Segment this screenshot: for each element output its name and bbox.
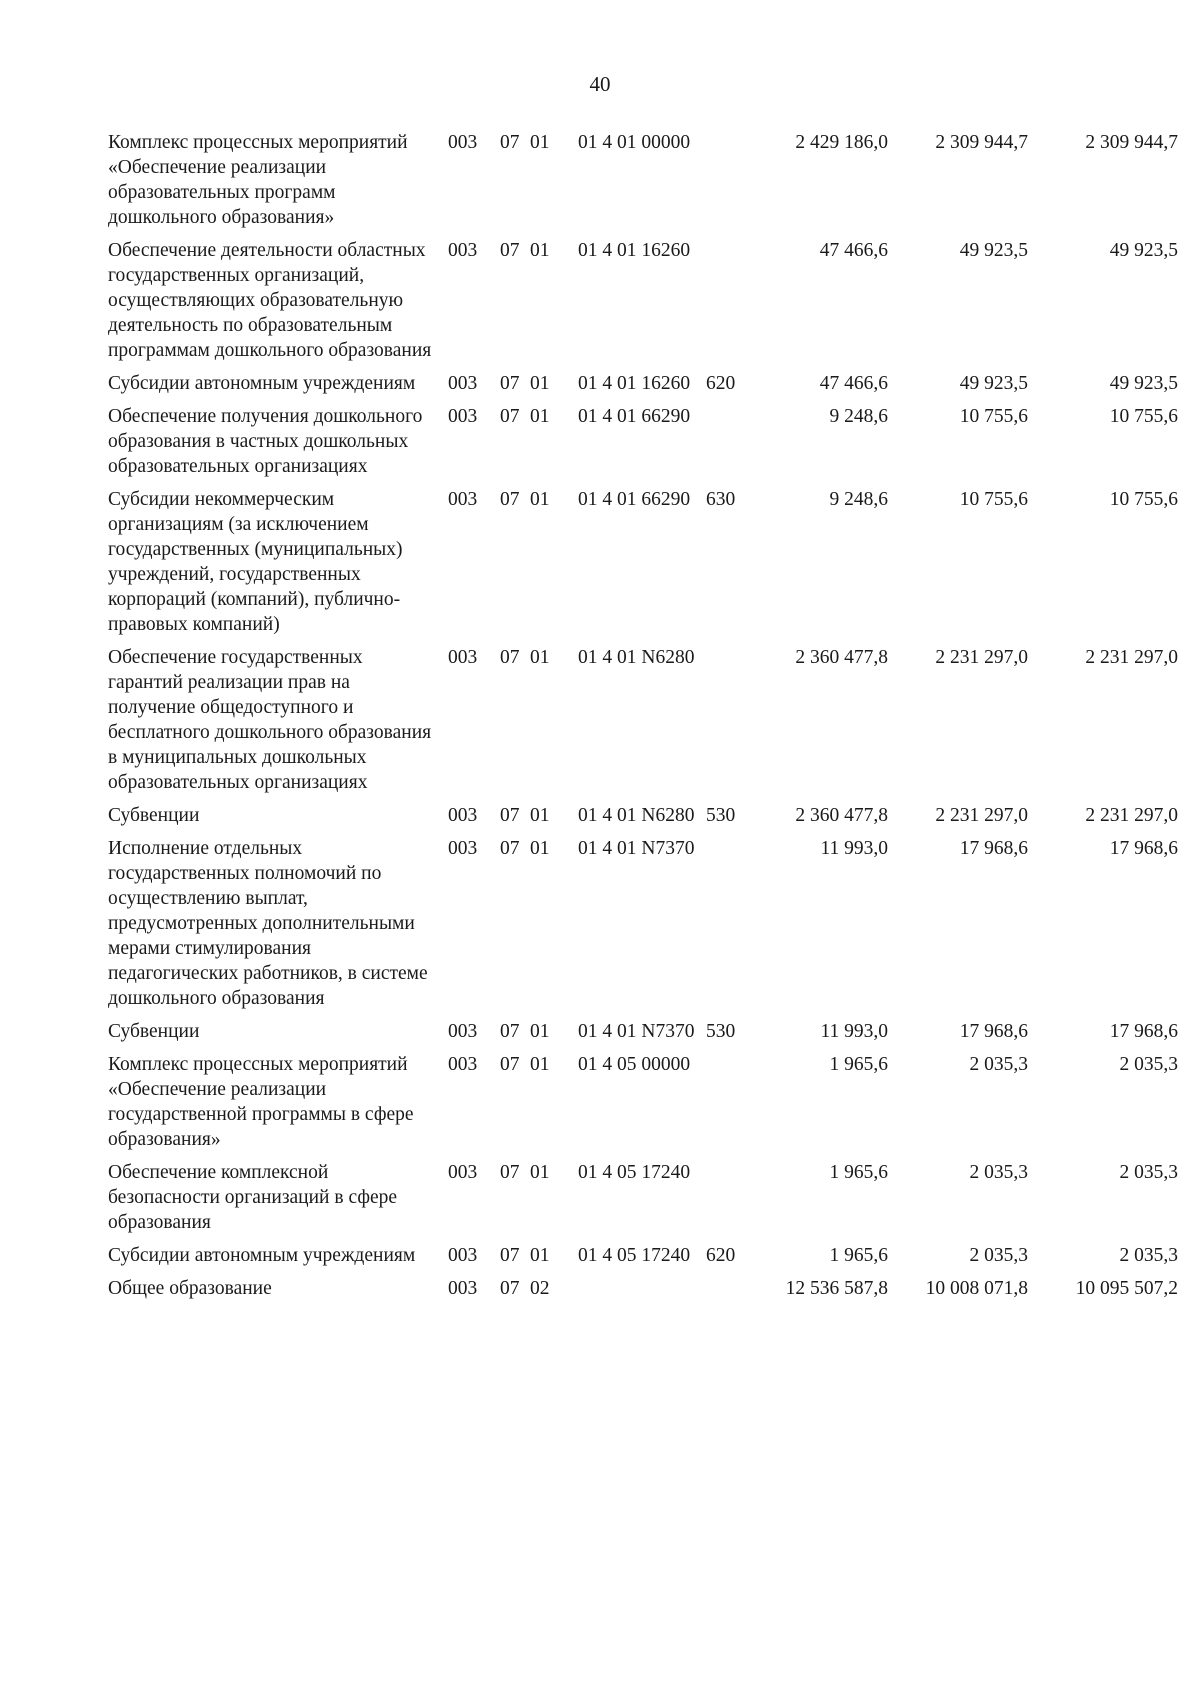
table-row — [108, 1241, 1178, 1274]
table-row — [108, 834, 1178, 1017]
subsection-code: 01 — [530, 838, 550, 859]
amount-year-1: 12 536 587,8 — [785, 1278, 888, 1299]
section-code: 07 — [500, 1278, 520, 1299]
amount-year-1: 9 248,6 — [829, 406, 888, 427]
department-code: 003 — [448, 1278, 478, 1299]
section-code: 07 — [500, 647, 520, 668]
row-name: Обеспечение государственных гарантий реализации прав на получение общедоступного и бесплатного дошкольного образования в муниципальных дошкольных образовательных организациях — [108, 647, 432, 793]
expense-type-code: 630 — [706, 489, 736, 510]
table-row — [108, 128, 1178, 236]
amount-year-3: 10 095 507,2 — [1075, 1278, 1178, 1299]
amount-year-2: 2 231 297,0 — [935, 647, 1028, 668]
amount-year-2: 2 035,3 — [969, 1245, 1028, 1266]
amount-year-1: 2 360 477,8 — [795, 647, 888, 668]
table-row — [108, 643, 1178, 801]
amount-year-3: 49 923,5 — [1109, 240, 1178, 261]
amount-year-3: 17 968,6 — [1109, 838, 1178, 859]
row-name: Обеспечение получения дошкольного образования в частных дошкольных образовательных организациях — [108, 406, 423, 477]
amount-year-3: 49 923,5 — [1109, 373, 1178, 394]
target-article-code: 01 4 01 N6280 — [578, 805, 695, 826]
expense-type-code: 620 — [706, 1245, 736, 1266]
section-code: 07 — [500, 406, 520, 427]
department-code: 003 — [448, 1162, 478, 1183]
table-row — [108, 236, 1178, 369]
target-article-code: 01 4 01 00000 — [578, 132, 691, 153]
department-code: 003 — [448, 489, 478, 510]
subsection-code: 01 — [530, 1021, 550, 1042]
section-code: 07 — [500, 1245, 520, 1266]
page-number: 40 — [589, 72, 611, 96]
section-code: 07 — [500, 1021, 520, 1042]
amount-year-3: 17 968,6 — [1109, 1021, 1178, 1042]
row-name: Исполнение отдельных государственных полномочий по осуществлению выплат, предусмотренных дополнительными мерами стимулирования педагогических работников, в системе дошкольного образования — [108, 838, 428, 1009]
amount-year-2: 2 035,3 — [969, 1054, 1028, 1075]
table-row — [108, 1017, 1178, 1050]
row-name: Субсидии некоммерческим организациям (за исключением государственных (муниципальных) учреждений, государственных корпораций (компаний), публично-правовых компаний) — [108, 489, 403, 635]
table-row — [108, 402, 1178, 485]
amount-year-3: 2 309 944,7 — [1085, 132, 1178, 153]
amount-year-2: 10 755,6 — [959, 489, 1028, 510]
target-article-code: 01 4 01 66290 — [578, 406, 691, 427]
subsection-code: 01 — [530, 406, 550, 427]
amount-year-3: 2 035,3 — [1119, 1245, 1178, 1266]
department-code: 003 — [448, 373, 478, 394]
target-article-code: 01 4 05 00000 — [578, 1054, 691, 1075]
department-code: 003 — [448, 1054, 478, 1075]
subsection-code: 02 — [530, 1278, 550, 1299]
amount-year-3: 10 755,6 — [1109, 406, 1178, 427]
budget-table — [108, 128, 1178, 1307]
department-code: 003 — [448, 132, 478, 153]
subsection-code: 01 — [530, 1245, 550, 1266]
department-code: 003 — [448, 240, 478, 261]
row-name: Субвенции — [108, 805, 200, 826]
amount-year-2: 10 008 071,8 — [925, 1278, 1028, 1299]
department-code: 003 — [448, 1245, 478, 1266]
section-code: 07 — [500, 373, 520, 394]
department-code: 003 — [448, 1021, 478, 1042]
target-article-code: 01 4 05 17240 — [578, 1245, 691, 1266]
amount-year-1: 2 360 477,8 — [795, 805, 888, 826]
subsection-code: 01 — [530, 805, 550, 826]
expense-type-code: 530 — [706, 1021, 736, 1042]
table-row — [108, 1158, 1178, 1241]
expense-type-code: 620 — [706, 373, 736, 394]
row-name: Комплекс процессных мероприятий «Обеспечение реализации государственной программы в сфере образования» — [108, 1054, 414, 1150]
subsection-code: 01 — [530, 373, 550, 394]
amount-year-2: 49 923,5 — [959, 240, 1028, 261]
table-row — [108, 1050, 1178, 1158]
department-code: 003 — [448, 647, 478, 668]
subsection-code: 01 — [530, 132, 550, 153]
amount-year-1: 11 993,0 — [820, 838, 888, 859]
amount-year-1: 47 466,6 — [819, 373, 888, 394]
department-code: 003 — [448, 805, 478, 826]
amount-year-1: 47 466,6 — [819, 240, 888, 261]
department-code: 003 — [448, 406, 478, 427]
row-name: Субсидии автономным учреждениям — [108, 373, 416, 394]
amount-year-1: 2 429 186,0 — [795, 132, 888, 153]
section-code: 07 — [500, 132, 520, 153]
subsection-code: 01 — [530, 240, 550, 261]
subsection-code: 01 — [530, 489, 550, 510]
section-code: 07 — [500, 1054, 520, 1075]
section-code: 07 — [500, 838, 520, 859]
amount-year-3: 2 231 297,0 — [1085, 805, 1178, 826]
amount-year-1: 1 965,6 — [829, 1245, 888, 1266]
amount-year-2: 2 309 944,7 — [935, 132, 1028, 153]
amount-year-2: 49 923,5 — [959, 373, 1028, 394]
amount-year-2: 2 231 297,0 — [935, 805, 1028, 826]
target-article-code: 01 4 01 N7370 — [578, 1021, 695, 1042]
section-code: 07 — [500, 805, 520, 826]
target-article-code: 01 4 01 16260 — [578, 240, 691, 261]
amount-year-3: 2 231 297,0 — [1085, 647, 1178, 668]
table-row — [108, 1274, 1178, 1307]
row-name: Общее образование — [108, 1278, 272, 1299]
row-name: Субсидии автономным учреждениям — [108, 1245, 416, 1266]
row-name: Обеспечение комплексной безопасности организаций в сфере образования — [108, 1162, 398, 1233]
amount-year-2: 17 968,6 — [959, 1021, 1028, 1042]
target-article-code: 01 4 01 N6280 — [578, 647, 695, 668]
target-article-code: 01 4 05 17240 — [578, 1162, 691, 1183]
amount-year-3: 2 035,3 — [1119, 1162, 1178, 1183]
amount-year-3: 2 035,3 — [1119, 1054, 1178, 1075]
target-article-code: 01 4 01 16260 — [578, 373, 691, 394]
table-row — [108, 369, 1178, 402]
row-name: Комплекс процессных мероприятий «Обеспечение реализации образовательных программ дошкольного образования» — [108, 132, 408, 228]
row-name: Субвенции — [108, 1021, 200, 1042]
amount-year-3: 10 755,6 — [1109, 489, 1178, 510]
target-article-code: 01 4 01 N7370 — [578, 838, 695, 859]
department-code: 003 — [448, 838, 478, 859]
section-code: 07 — [500, 1162, 520, 1183]
subsection-code: 01 — [530, 1162, 550, 1183]
amount-year-2: 10 755,6 — [959, 406, 1028, 427]
amount-year-2: 2 035,3 — [969, 1162, 1028, 1183]
amount-year-1: 1 965,6 — [829, 1162, 888, 1183]
section-code: 07 — [500, 240, 520, 261]
subsection-code: 01 — [530, 1054, 550, 1075]
table-row — [108, 801, 1178, 834]
table-row — [108, 485, 1178, 643]
target-article-code: 01 4 01 66290 — [578, 489, 691, 510]
amount-year-1: 1 965,6 — [829, 1054, 888, 1075]
amount-year-2: 17 968,6 — [959, 838, 1028, 859]
section-code: 07 — [500, 489, 520, 510]
amount-year-1: 9 248,6 — [829, 489, 888, 510]
amount-year-1: 11 993,0 — [820, 1021, 888, 1042]
subsection-code: 01 — [530, 647, 550, 668]
row-name: Обеспечение деятельности областных государственных организаций, осуществляющих образовательную деятельность по образовательным программам дошкольного образования — [108, 240, 432, 361]
expense-type-code: 530 — [706, 805, 736, 826]
